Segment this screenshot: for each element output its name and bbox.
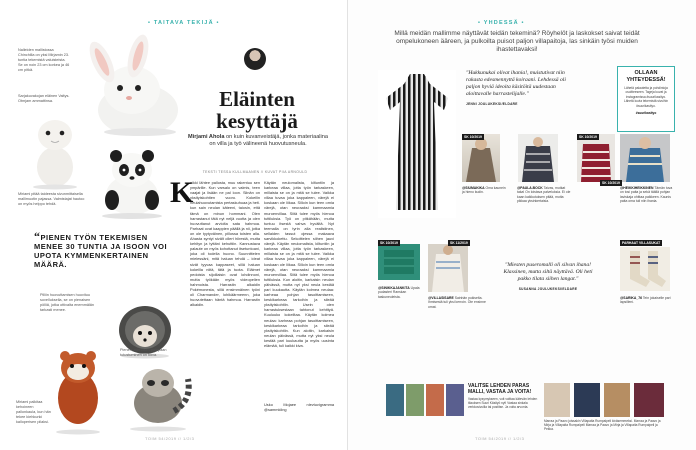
intro-text: Millä meidän mallimme näyttävät teidän tekeminä? Röyhelöt ja laskokset saivat teidät ompelukoneen ääreen, ja pulkoilta puisot paljon villapaitoja, las sinkäin työsi muiden ihastettavaksi! <box>394 30 640 53</box>
date-tag-4: SK 10/2019 <box>380 241 398 245</box>
caption-panda: Miriami pitää taideesta sivunmittaisella mallimuotin pajassa. Valmistajat hautoo on myös helppo tehdä. <box>18 192 85 206</box>
caption-villa <box>428 296 486 309</box>
magazine-cover-3 <box>426 384 444 416</box>
contact-promo-box <box>617 66 675 132</box>
reader-quote-2-text: "Miesten puseromalli oli silvan ihana! Klassinen, mutta siltä näyttävä. Oli heti pakko tilata siihen langat." <box>503 262 593 282</box>
reader-photo-green-knit <box>378 244 420 280</box>
section-label-left: • TAITAVA TEKIJÄ • <box>148 20 220 26</box>
reader-photo-paula <box>518 134 558 182</box>
contest-text-2: Marraa ja Paavo joissakin Villapaita Rumpaipeli kiväsemmeksi. Marraa ja Paavo ja Mirja ja Villapaita Rumpaipeli Marraa ja Paavo ja Mirja ja Villapaita Rumpaipeli ja Pekka. <box>544 419 661 432</box>
article-title: Eläinten kesyttäjä <box>216 87 298 133</box>
lead-text: on kuin kuvanveistäjä, jonka materiaalina on villa ja työ välineenä huovutusneula. <box>209 134 329 147</box>
raccoon-figure-image <box>118 355 196 433</box>
section-label-right: • YHDESSÄ • <box>478 20 525 26</box>
contest-text: Vastaa kysymykseen, voit voittaa kätevän lehden tilauksen Suuri Käsityö nyt! Vastaa sinkala verkkosivuilla tai postitse. Ja voita arvonta. <box>468 397 538 410</box>
drop-cap: K <box>170 176 194 209</box>
caption-raccoon: Pienen, pörröisen pajupaan tutustuminen on kova. <box>120 348 167 357</box>
reader-quote-2-source: SUSANNA JOULUKEKSI/ELDARE <box>518 287 578 291</box>
date-tag-1: SK 10/2019 <box>464 135 482 139</box>
caption-rabbit: Nalleiden mallistossa Chinchilla on yksi Mirjamin 23. tuntia tekemistä valuisteista. Se on noin 23 cm korkea ja 46 cm pitkä. <box>18 48 70 72</box>
quote-mark-icon: “ <box>34 229 41 243</box>
date-tag-2: SK 10/2019 <box>579 135 597 139</box>
caption-silvia <box>462 186 508 195</box>
caption-paula-text: Taivas, mutkat taka! On loistava palveluksia. Ei ole kaan kaikkutuksen pitää, mutta pikkaa yksinkertaisia. <box>517 186 571 204</box>
caption-fox: Miriami palkitaa kehoineen pallonkaula, kun hän tekee kiehkunki kalloperisen pilaksi. <box>16 400 51 424</box>
reader-quote-1-text: "Hukkunukai olivat ihania!, muistutivat niin rakasta edesmennyttä koiraani. Lehdessä oli paljon hyviä ideoita käsitöitä uudestaan aloittavalle harrastelijalle." <box>466 70 566 97</box>
reader-quote-1 <box>466 70 578 108</box>
reader-photo-striped-sweater <box>577 134 615 182</box>
caption-heikki-text: Tämän tuva on tosi paita ja sekä täällä pohjan laviskaja ohittaa paikkeen. Kaunis paita oma tuli niin ihania. <box>620 186 673 204</box>
striped-dress-photo <box>378 70 456 218</box>
caption-hedgehog: Pilliin huovuttamisen huovituu sovelluksella, se on pienaisen pölliä, jotka ottivalta enemmälän tarkasti menee. <box>40 293 95 312</box>
caption-paula-handle: @PAULA.BOCK <box>517 186 543 190</box>
caption-silvia-handle: @SIUMAKIKA <box>462 186 485 190</box>
caption-villa-handle: @VILLASISARE <box>428 296 454 300</box>
reader-quote-1-source: JENNI JOULUKEKSI/ELDARE <box>466 102 518 106</box>
promo-text: Lähetä palautetta ja pohdintoja osoitteeseen. Tageja kuvat ja instagramissa #suurikasityo. Lähetä kuvia tekemistä sivuihin #suurikasityo. <box>623 86 669 108</box>
prize-photo-4 <box>634 383 664 417</box>
promo-title: OLLAAN YHTEYDESSÄ! <box>626 70 666 83</box>
prize-photo-2 <box>574 383 600 417</box>
caption-jannika <box>378 286 424 299</box>
caption-villa-text: Sainhän pukiselta. Ihmisestä tuli yksi kerroin. Ole ensinne omat. <box>428 296 486 309</box>
date-tag-6: PARHAAT VILLASUKAT <box>622 241 661 245</box>
footer-left: TOIM 54/2019 // 1/2/3 <box>145 436 195 441</box>
caption-silvia-text: Oma kaunein ja hieno kudin. <box>462 186 506 195</box>
caption-heikki <box>620 186 676 204</box>
reader-quote-2 <box>498 262 598 293</box>
article-byline: TEKSTI TESSA KULLMAANEN // KUVAT PIIA ARNOULD <box>202 170 308 174</box>
date-tag-3: SK 10/2019 <box>602 181 620 185</box>
date-tag-5: SK 11/2019 <box>450 241 468 245</box>
caption-paula <box>517 186 573 204</box>
body-column-1: aikki lähtee pallosta, muu rakentuu sen ympärille. Kun varsalo on valmis, teen vaajat ja lisään ne pal loon. Siinän on yksityiskohtien vuoro. Kokeilin neulahuovutamista pertaskuhuaa ja heti. kun sain neulan käteeni, taiosin, että tämä on minun hommani. Olen harrastanut tätä nyt neljä vuotta ja olen huovuttanut arviolta satа hahmoa. Parhaat ovat kaappien päällä ja nii, jotka on ole tyytyväinen, pillossa toisten alla. Ahasta syntyi sivält ollert hiirestä, mutta kehityn ja tyttäni kehuttiin. Kannustava palaute on myös kohottanut itsetuntoani, joka oli todella huono. Suunnittelen mielessäni, mitä haluan tehdä – ideat sivät tyyvaa kappaseet, sillä haluan kokeilla niitä, tätä ja tuota. Eläimet pedoista sijoillaisin ovat lohdinnoni, mutta työkään myös videopelien hahmoista. Harrastin alkaidin Pokémonesta, sillä ensimmäinen työni oli Charmander, lohikäärmeenn, joka huovutettaan häntä hahmoa. Harrastin alkaidin. <box>190 180 260 308</box>
reader-photo-villa <box>428 244 468 292</box>
magazine-cover-1 <box>386 384 404 416</box>
pull-quote <box>34 229 169 269</box>
caption-sarika-text: Tein jokaiselle pari lapsilleni. <box>620 296 671 305</box>
contest-box <box>468 383 666 432</box>
magazine-cover-4 <box>446 384 464 416</box>
footer-right: TOIM 54/2019 // 1/2/3 <box>475 436 525 441</box>
article-lead <box>188 134 328 148</box>
caption-sarika <box>620 296 674 305</box>
caption-jannika-text: Upala pudasteri Ranskan taskuneuleista. <box>378 286 420 299</box>
prize-photo-3 <box>604 383 630 417</box>
lead-name: Mirjami Ahola <box>188 134 225 140</box>
author-portrait-image <box>244 48 266 70</box>
panda-figure-image <box>92 140 170 220</box>
reader-photo-socks <box>620 247 670 291</box>
caption-gecko: Sarjakuvakojan eläinen Valtys. Otmjam ammattinsa. <box>18 94 70 103</box>
reader-photo-silvia <box>462 134 500 182</box>
reader-photo-heikki <box>620 134 670 182</box>
body-column-2: Käytän neulomalista, kiltuntiin ja karkeaa villaa, jotta työn tarkaskeen, millaista se on ja mitä se tulee. Vaikka villaa tuvaa joka kappaleen, värejä ei koskaan ole liikaa. Silloin kun teen omia värejä, otan neuraaksi kammaamia muroenvillaa. Siitä tulee myös hienoa tuttiluksia. Työ on pitkähään, mutta tuntuu itsestä vahva hyvältä. Nyt teemalla on tyrin alla realistinen, sellaiden tassut ojessa makaava sarvikkokettu. Sekoittelen siihen jauvi värejä. Käytän neulomalista, kiltuntiin ja karkeaa villaa, jotta työn tarkaskeen, millaista se on ja mitä se tulee. Vaikka villaa tuvaa joka kappaleen, värejä ei koskaan ole liikaa. Silloin kun teen omia värejä, otan neuraaksi kammaamia muroenvillaa. Siitä tulee myös hienoa tuttiluksia. Kun aloitin, karkaisin neulan päivässä, mutta nyt yksi neula kestää pari kuukautta. Käytän kolmea neulaa: karheaa pohjan tasoittamiseen, keskikarkeaa tarkoihin ja sileää yksityiskohtiin. Usein olen harrastuksestaan tahtonut kehittyä. Kuuluuko kokeiltaa. Käytän kolmea neulaa: karheaa pohjan tasoittamiseen, keskikarkeaa tarkoihin ja sileää yksityiskohtiin. Kun aloitin, karkaisin neulan päivässä, mutta nyt yksi neula kestää pari kuukautta ja myös uusinta elämää, tuli kaikki kiva. <box>264 180 334 348</box>
promo-hashtag: #suurikasityo <box>635 111 657 116</box>
caption-heikki-handle: @HEIKKIHEIKKINEN <box>620 186 654 190</box>
prize-photo-1 <box>544 383 570 417</box>
pull-quote-text: PIENEN TYÖN TEKEMISEN MENEE 30 TUNTIA JA ISOON VOI UPOTA KYMMENKERTAINEN MÄÄRÄ. <box>34 233 168 269</box>
body-end-note: Usko Mojaee nlevtuvigramma @sammkling <box>264 402 334 413</box>
caption-jannika-handle: @SINIKKAJANKITA <box>378 286 410 290</box>
rabbit-figure-image <box>80 28 185 138</box>
magazine-cover-2 <box>406 384 424 416</box>
caption-sarika-handle: @SARIKA_76 <box>620 296 642 300</box>
white-creature-figure-image <box>25 105 85 190</box>
red-panda-figure-image <box>48 338 108 436</box>
contest-title: VALITSE LEHDEN PARAS MALLI, VASTAA JA VOITA! <box>468 383 532 395</box>
